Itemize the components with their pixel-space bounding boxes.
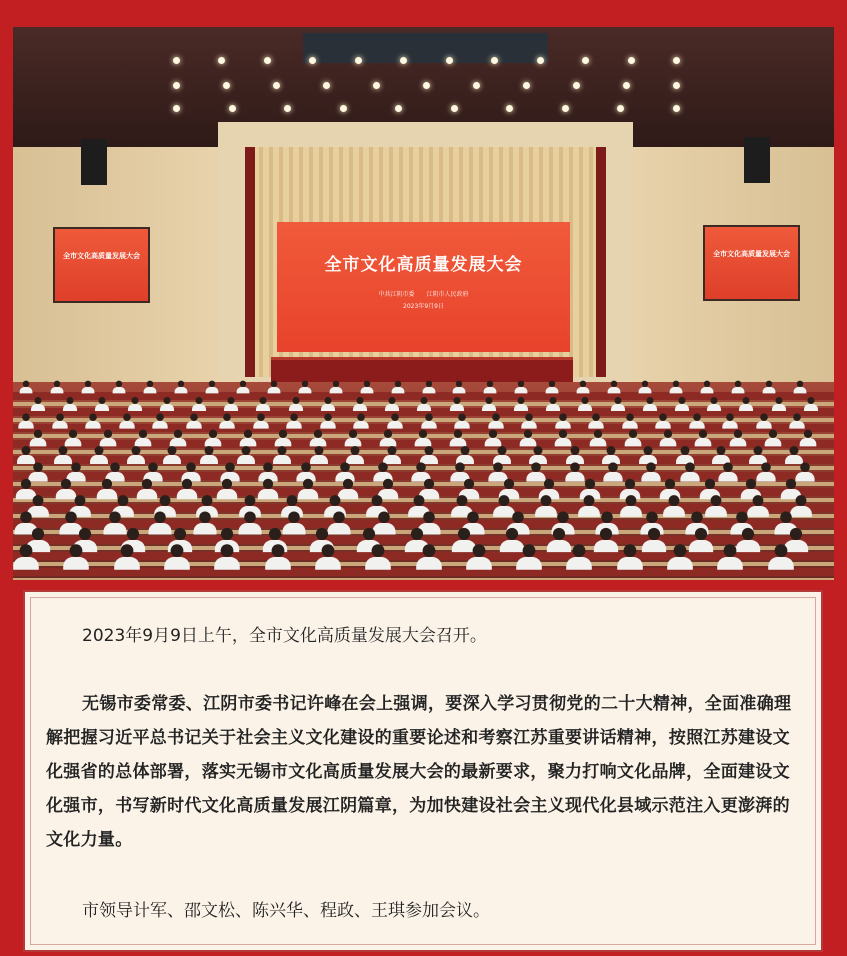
audience-member xyxy=(320,413,335,428)
audience-member xyxy=(676,446,694,464)
audience-member xyxy=(663,495,685,517)
audience-member xyxy=(578,397,592,411)
audience-member xyxy=(454,413,469,428)
speaker-right xyxy=(744,137,770,183)
audience-member xyxy=(643,397,657,411)
audience-member xyxy=(273,446,291,464)
intro-text: 2023年9月9日上午，全市文化高质量发展大会召开。 xyxy=(82,626,487,646)
audience-member xyxy=(256,397,270,411)
audience-member xyxy=(275,430,292,447)
ceiling-light xyxy=(340,105,347,112)
audience-member xyxy=(217,479,237,499)
audience-member xyxy=(594,528,618,552)
audience-member xyxy=(482,397,496,411)
audience-member xyxy=(95,397,109,411)
ceiling-panel xyxy=(303,33,548,63)
right-side-screen xyxy=(703,225,800,301)
audience-member xyxy=(310,446,328,464)
audience-member xyxy=(52,413,67,428)
audience-member xyxy=(602,446,620,464)
audience-member xyxy=(18,413,33,428)
audience-member xyxy=(625,430,642,447)
audience-member xyxy=(723,413,738,428)
audience-member xyxy=(380,430,397,447)
audience-member xyxy=(516,544,542,570)
audience-member xyxy=(701,381,714,394)
audience-member xyxy=(590,430,607,447)
article-paragraph-main xyxy=(46,687,802,857)
audience-member xyxy=(639,381,652,394)
audience-member xyxy=(546,397,560,411)
ceiling-light xyxy=(423,82,430,89)
audience-member xyxy=(555,430,572,447)
audience-member xyxy=(756,413,771,428)
audience-member xyxy=(174,381,187,394)
audience-member xyxy=(64,544,90,570)
ceiling-light xyxy=(523,82,530,89)
audience-member xyxy=(785,446,803,464)
ceiling-light xyxy=(264,57,271,64)
audience-member xyxy=(31,397,45,411)
audience-member xyxy=(415,430,432,447)
audience-member xyxy=(205,381,218,394)
audience-member xyxy=(112,381,125,394)
audience-member xyxy=(695,430,712,447)
audience-member xyxy=(642,462,661,481)
right-screen-title: 全市文化高质量发展大会 xyxy=(713,250,790,258)
audience-member xyxy=(54,446,72,464)
audience-member xyxy=(520,430,537,447)
audience-member xyxy=(128,397,142,411)
audience-member xyxy=(416,544,442,570)
audience-member xyxy=(205,430,222,447)
audience-member xyxy=(800,430,817,447)
audience-member xyxy=(456,446,474,464)
audience-member xyxy=(689,413,704,428)
audience-member xyxy=(514,397,528,411)
audience-member xyxy=(420,446,438,464)
audience-member xyxy=(164,544,190,570)
audience-member xyxy=(267,381,280,394)
audience-member xyxy=(163,446,181,464)
audience-member xyxy=(289,397,303,411)
audience-member xyxy=(114,544,140,570)
audience-member xyxy=(608,381,621,394)
audience-member xyxy=(707,397,721,411)
ceiling-light xyxy=(573,82,580,89)
audience-member xyxy=(763,381,776,394)
audience-member xyxy=(567,544,593,570)
ceiling-light xyxy=(355,57,362,64)
audience-member xyxy=(450,397,464,411)
audience-member xyxy=(730,430,747,447)
audience-member xyxy=(127,446,145,464)
audience-member xyxy=(365,544,391,570)
audience-member xyxy=(622,413,637,428)
audience-member xyxy=(253,413,268,428)
audience-member xyxy=(790,413,805,428)
audience-member xyxy=(135,430,152,447)
ceiling-light xyxy=(173,105,180,112)
ceiling-light xyxy=(173,57,180,64)
audience-member xyxy=(220,413,235,428)
audience-member xyxy=(718,544,744,570)
screen-title: 全市文化高质量发展大会 xyxy=(324,255,523,275)
audience-member xyxy=(345,430,362,447)
audience-member xyxy=(193,511,216,534)
audience-member xyxy=(555,413,570,428)
audience-member xyxy=(65,430,82,447)
audience-member xyxy=(329,381,342,394)
audience-member xyxy=(680,462,699,481)
main-stage-screen xyxy=(277,222,570,352)
audience-member xyxy=(383,446,401,464)
audience-member xyxy=(772,397,786,411)
ceiling-light xyxy=(223,82,230,89)
article-paragraph-attendees xyxy=(46,894,802,928)
audience-member xyxy=(656,413,671,428)
audience-member xyxy=(718,462,737,481)
ceiling-light xyxy=(229,105,236,112)
ceiling-light xyxy=(273,82,280,89)
audience-member xyxy=(321,397,335,411)
audience-member xyxy=(589,413,604,428)
article-paragraph-intro xyxy=(46,619,802,653)
audience-member xyxy=(804,397,818,411)
screen-organizers: 中共江阴市委 江阴市人民政府 xyxy=(378,291,469,298)
audience-member xyxy=(143,381,156,394)
audience-member xyxy=(768,544,794,570)
audience-member xyxy=(240,430,257,447)
audience-member xyxy=(237,446,255,464)
left-side-screen xyxy=(53,227,150,303)
audience-member xyxy=(152,413,167,428)
curtain-right xyxy=(596,147,606,377)
audience-member xyxy=(186,413,201,428)
audience-member xyxy=(566,446,584,464)
audience-member xyxy=(100,430,117,447)
audience-member xyxy=(51,381,64,394)
audience-member xyxy=(30,430,47,447)
audience-member xyxy=(13,544,39,570)
audience-member xyxy=(488,413,503,428)
ceiling-light xyxy=(562,105,569,112)
audience-member xyxy=(177,479,197,499)
audience-member xyxy=(119,413,134,428)
audience-member xyxy=(749,446,767,464)
ceiling-light xyxy=(537,57,544,64)
audience-member xyxy=(421,413,436,428)
audience-member xyxy=(675,397,689,411)
audience-member xyxy=(667,544,693,570)
audience-member xyxy=(160,397,174,411)
audience-member xyxy=(712,446,730,464)
audience-member xyxy=(360,381,373,394)
audience-member xyxy=(170,430,187,447)
ceiling-light xyxy=(673,82,680,89)
audience-member xyxy=(660,430,677,447)
conference-photo xyxy=(13,27,834,580)
audience-member xyxy=(63,397,77,411)
attendees-text: 市领导计军、邵文松、陈兴华、程政、王琪参加会议。 xyxy=(82,901,490,921)
ceiling-light xyxy=(473,82,480,89)
audience-member xyxy=(353,397,367,411)
ceiling-light xyxy=(623,82,630,89)
audience-member xyxy=(287,413,302,428)
audience-member xyxy=(315,544,341,570)
audience-member xyxy=(794,381,807,394)
ceiling-light xyxy=(673,57,680,64)
audience-member xyxy=(85,413,100,428)
audience-member xyxy=(493,446,511,464)
article-panel xyxy=(23,590,823,952)
audience-member xyxy=(453,381,466,394)
audience-member xyxy=(484,381,497,394)
audience-member xyxy=(485,430,502,447)
ceiling-light xyxy=(446,57,453,64)
ceiling-light xyxy=(173,82,180,89)
audience-member xyxy=(354,413,369,428)
audience-member xyxy=(611,397,625,411)
screen-date: 2023年9月9日 xyxy=(403,303,444,310)
left-screen-title: 全市文化高质量发展大会 xyxy=(63,252,140,260)
audience-member xyxy=(236,381,249,394)
audience-member xyxy=(90,446,108,464)
audience-member xyxy=(641,528,665,552)
ceiling-light xyxy=(373,82,380,89)
audience-member xyxy=(732,381,745,394)
audience-member xyxy=(765,430,782,447)
audience-member xyxy=(224,397,238,411)
audience-member xyxy=(265,544,291,570)
audience-member xyxy=(617,544,643,570)
main-text: 无锡市委常委、江阴市委书记许峰在会上强调，要深入学习贯彻党的二十大精神，全面准确理解把握习近平总书记关于社会主义文化建设的重要论述和考察江苏重要讲话精神，按照江苏建设文化强省的总体部署，落实无锡市文化高质量发展大会的最新要求，聚力打响文化品牌，全面建设文化强市，书写新时代文化高质量发展江阴篇章，为加快建设社会主义现代化县域示范注入更澎湃的文化力量。 xyxy=(46,694,792,850)
audience-member xyxy=(200,446,218,464)
audience-member xyxy=(385,397,399,411)
ceiling-light xyxy=(673,105,680,112)
curtain-left xyxy=(245,147,255,377)
audience-member xyxy=(466,544,492,570)
audience-member xyxy=(20,381,33,394)
speaker-left xyxy=(81,139,107,185)
audience-member xyxy=(417,397,431,411)
ceiling-light xyxy=(628,57,635,64)
audience-member xyxy=(17,446,35,464)
audience-member xyxy=(298,381,311,394)
audience-member xyxy=(639,446,657,464)
audience-member xyxy=(214,544,240,570)
ceiling-light xyxy=(323,82,330,89)
audience-member xyxy=(192,397,206,411)
audience-member xyxy=(577,381,590,394)
audience-member xyxy=(391,381,404,394)
audience-member xyxy=(450,430,467,447)
audience-member xyxy=(739,397,753,411)
ceiling-light xyxy=(451,105,458,112)
audience-member xyxy=(346,446,364,464)
podium-table xyxy=(271,357,573,382)
audience-member xyxy=(238,511,261,534)
audience-member xyxy=(387,413,402,428)
audience-member xyxy=(422,381,435,394)
audience-member xyxy=(82,381,95,394)
audience-member xyxy=(310,430,327,447)
audience-member xyxy=(515,381,528,394)
audience-member xyxy=(521,413,536,428)
audience-member xyxy=(546,381,559,394)
audience-member xyxy=(529,446,547,464)
audience-member xyxy=(670,381,683,394)
audience-member xyxy=(620,495,642,517)
desk-row xyxy=(13,578,834,580)
